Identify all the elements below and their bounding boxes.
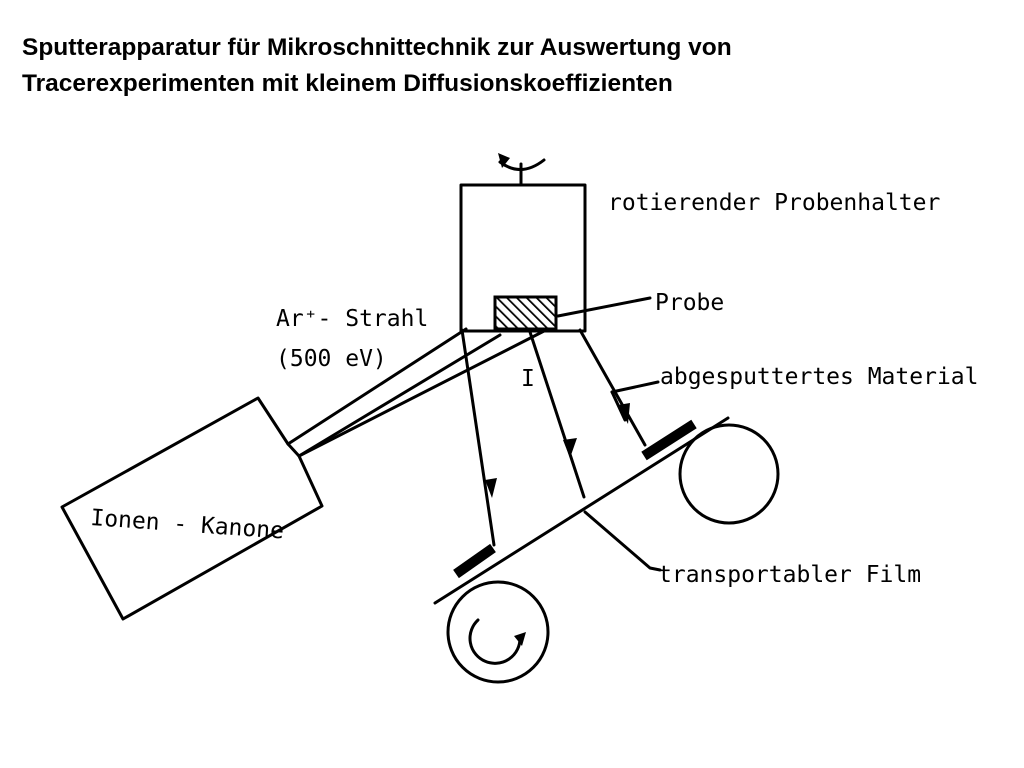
beam-label: Ar⁺- Strahl: [276, 306, 429, 332]
sputtered-material-label: abgesputtertes Material: [660, 364, 979, 390]
film-label: transportabler Film: [658, 562, 922, 588]
leader-lines: [558, 298, 660, 570]
rotation-arrow-icon: [470, 620, 526, 663]
holder-label: rotierender Probenhalter: [608, 190, 941, 216]
beam-energy-label: (500 eV): [276, 346, 387, 372]
rotation-arrow-icon: [498, 153, 544, 184]
sample: [495, 297, 556, 329]
mark-label: I: [521, 366, 535, 392]
title-line-1: Sputterapparatur für Mikroschnittechnik zur Auswertung von: [22, 34, 732, 61]
film-roller-lower: [448, 582, 548, 682]
sample-label: Probe: [655, 290, 725, 316]
film-roller-upper: [680, 425, 778, 523]
ion-gun-label: Ionen - Kanone: [89, 505, 285, 545]
arrow-head-icon: [563, 438, 577, 458]
title-line-2: Tracerexperimenten mit kleinem Diffusionskoeffizienten: [22, 70, 673, 97]
sputter-trajectories: [462, 330, 645, 545]
